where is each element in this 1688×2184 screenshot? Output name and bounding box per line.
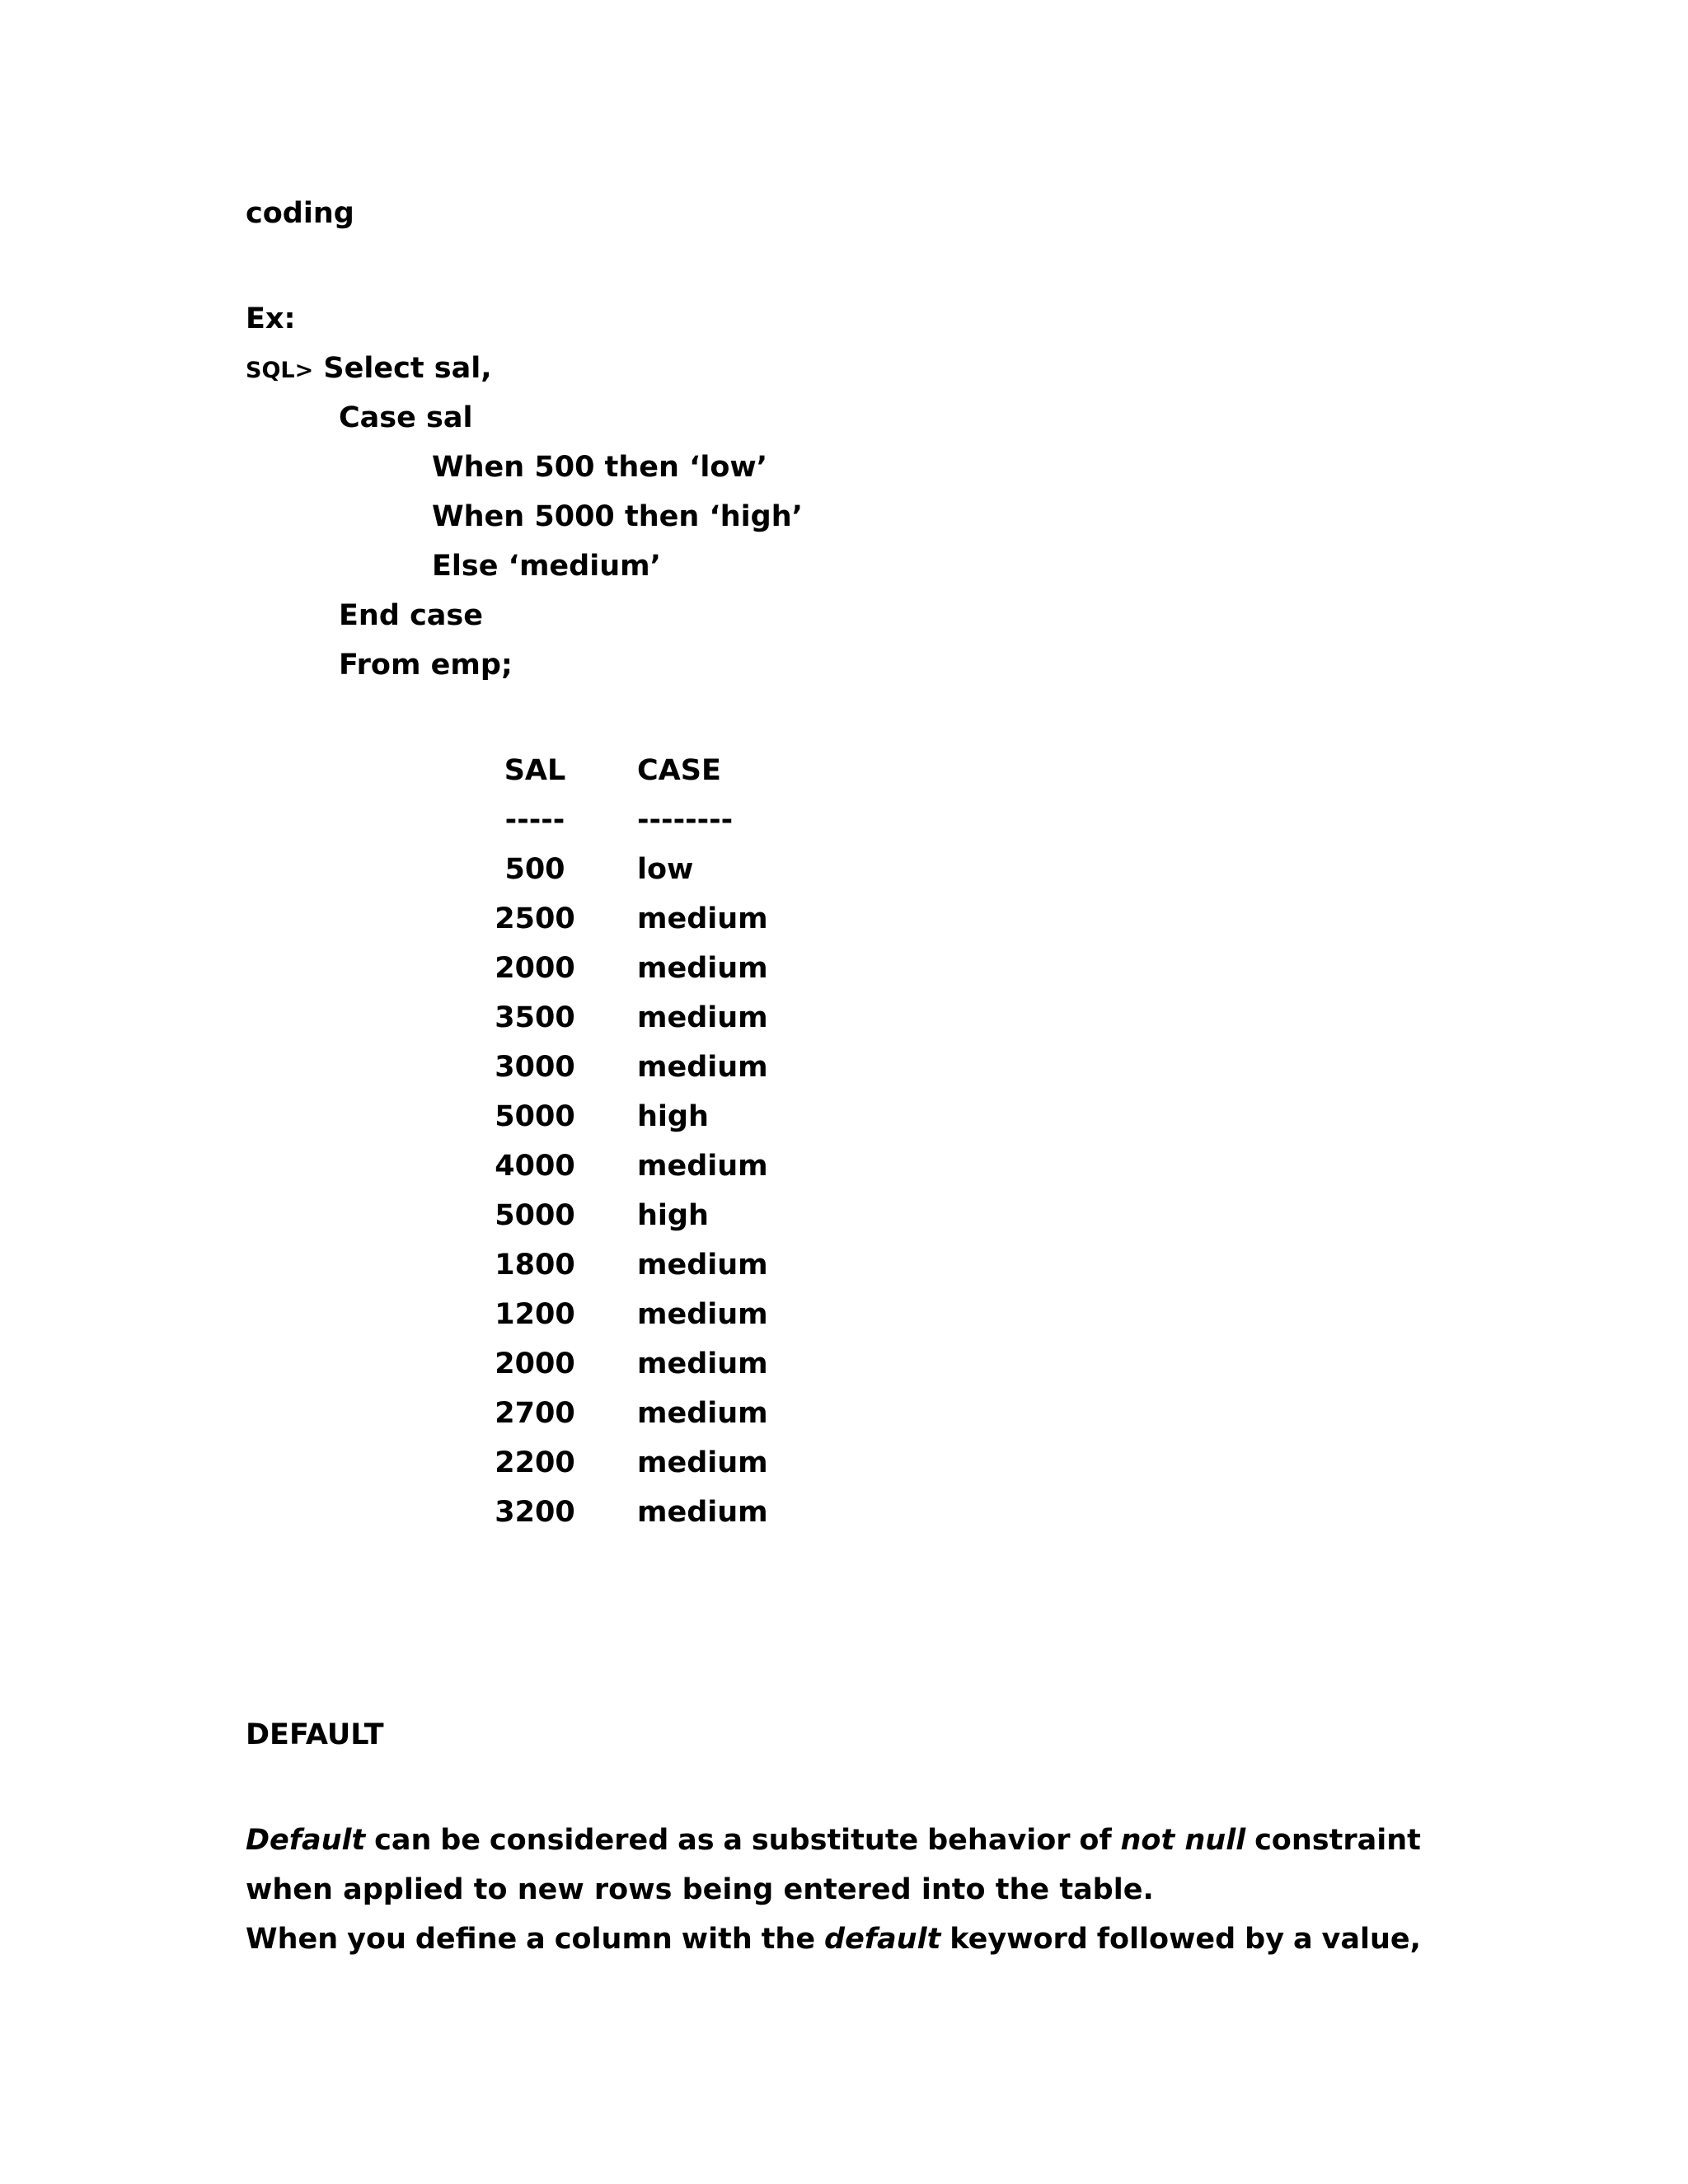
table-separator-case: -------- [637, 804, 734, 837]
sql-line-select [246, 354, 492, 383]
table-cell-sal: 2000 [495, 1347, 575, 1380]
word: a [723, 1824, 743, 1857]
table-cell-sal: 3000 [495, 1051, 575, 1084]
table-cell-case: medium [637, 1397, 768, 1430]
table-cell-sal: 2500 [495, 902, 575, 935]
word: constraint [1254, 1824, 1421, 1857]
table-cell-case: medium [637, 1298, 768, 1331]
table-cell-case: low [637, 853, 694, 886]
table-cell-case: medium [637, 1347, 768, 1380]
paragraph-line-3 [246, 1925, 1421, 1954]
word: define [415, 1923, 518, 1956]
table-cell-case: medium [637, 902, 768, 935]
table-header-case: CASE [637, 754, 721, 787]
table-cell-sal: 5000 [495, 1199, 575, 1232]
table-cell-case: medium [637, 1446, 768, 1479]
table-cell-sal: 5000 [495, 1100, 575, 1133]
word: the [761, 1923, 816, 1956]
sql-line-from: From emp; [339, 649, 513, 682]
table-cell-sal: 3500 [495, 1001, 575, 1034]
table-cell-sal: 1200 [495, 1298, 575, 1331]
word: substitute [751, 1824, 919, 1857]
word: default [824, 1923, 941, 1956]
word: Default [246, 1824, 366, 1857]
table-cell-sal: 2000 [495, 952, 575, 985]
sql-line-when-low: When 500 then ‘low’ [432, 451, 768, 484]
word: column [554, 1923, 673, 1956]
word: behavior [927, 1824, 1071, 1857]
table-cell-sal: 3200 [495, 1496, 575, 1529]
paragraph-line-1 [246, 1826, 1421, 1855]
word: When [246, 1923, 339, 1956]
table-header-sal: SAL [504, 754, 566, 787]
paragraph-line-2: when applied to new rows being entered into the table. [246, 1873, 1154, 1906]
sql-line-when-high: When 5000 then ‘high’ [432, 500, 803, 533]
sql-select-text: Select sal, [323, 352, 492, 385]
table-cell-case: medium [637, 1051, 768, 1084]
word: a [1292, 1923, 1313, 1956]
word: followed [1096, 1923, 1236, 1956]
table-cell-sal: 500 [504, 853, 565, 886]
table-separator-sal: ----- [504, 804, 565, 837]
sql-line-case: Case sal [339, 401, 473, 434]
table-cell-sal: 4000 [495, 1150, 575, 1183]
word: considered [489, 1824, 669, 1857]
word: keyword [950, 1923, 1088, 1956]
sql-prompt: SQL> [246, 358, 314, 383]
section-title-default: DEFAULT [246, 1718, 384, 1751]
word: not null [1120, 1824, 1246, 1857]
word: as [678, 1824, 715, 1857]
sql-line-end-case: End case [339, 599, 483, 632]
word: you [347, 1923, 406, 1956]
table-cell-case: high [637, 1199, 709, 1232]
word: with [681, 1923, 753, 1956]
word: by [1245, 1923, 1285, 1956]
table-cell-sal: 2200 [495, 1446, 575, 1479]
word: can [374, 1824, 432, 1857]
table-cell-sal: 2700 [495, 1397, 575, 1430]
table-cell-case: medium [637, 952, 768, 985]
heading-coding: coding [246, 197, 354, 230]
table-cell-case: medium [637, 1001, 768, 1034]
example-label: Ex: [246, 302, 296, 335]
sql-line-else: Else ‘medium’ [432, 550, 661, 583]
table-cell-case: medium [637, 1150, 768, 1183]
table-cell-case: medium [637, 1496, 768, 1529]
word: of [1079, 1824, 1112, 1857]
word: a [526, 1923, 546, 1956]
word: value, [1321, 1923, 1421, 1956]
table-cell-sal: 1800 [495, 1249, 575, 1282]
table-cell-case: medium [637, 1249, 768, 1282]
table-cell-case: high [637, 1100, 709, 1133]
word: be [440, 1824, 481, 1857]
